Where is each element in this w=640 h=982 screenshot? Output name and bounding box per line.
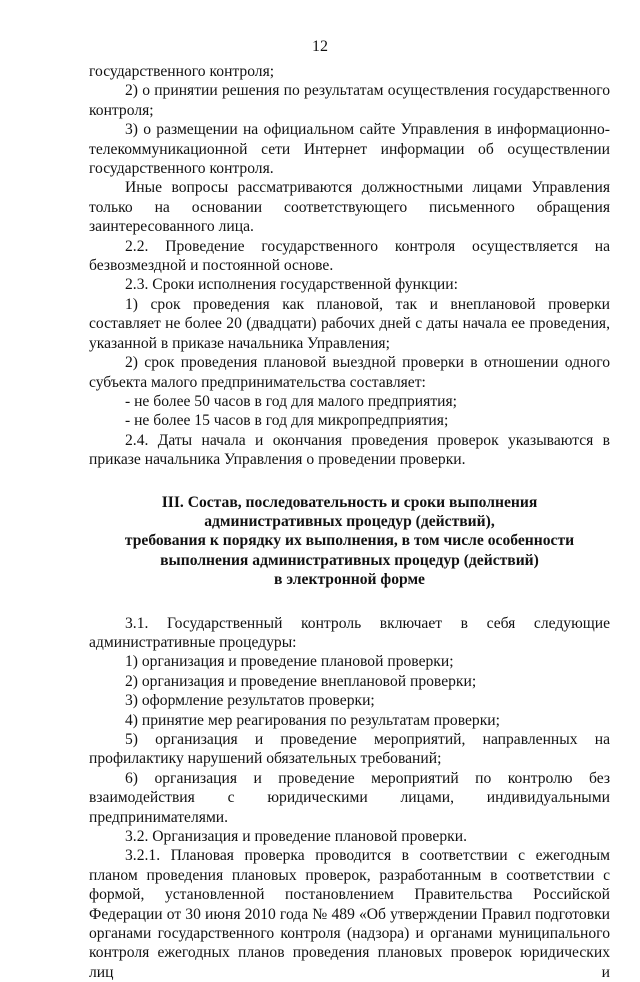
heading-line: выполнения административных процедур (действий) — [160, 551, 539, 569]
paragraph: 2) срок проведения плановой выездной проверки в отношении одного субъекта малого предпринимательства составляет: — [89, 354, 610, 391]
paragraph: государственного контроля; — [89, 63, 275, 80]
document-body — [89, 62, 610, 982]
paragraph: 3) о размещении на официальном сайте Управления в информационно-телекоммуникационной сети Интернет информации об осуществлении государственного контроля. — [89, 121, 610, 178]
page-number: 12 — [312, 38, 328, 55]
section-heading — [89, 493, 610, 590]
heading-line: административных процедур (действий), — [204, 512, 495, 530]
paragraph: 2.4. Даты начала и окончания проведения проверок указываются в приказе начальника Управления о проведении проверки. — [89, 431, 610, 469]
paragraph: 3.2.1. Плановая проверка проводится в соответствии с ежегодным планом проведения плановых проверок, разработанным в соответствии с формой, установленной постановлением Правительства Российской Федерации от 30 июня 2010 года № 489 «Об утверждении Правил подготовки органами государственного контроля (надзора) и органами муниципального контроля ежегодных планов проведения плановых проверок юридических лиц и — [89, 847, 610, 981]
paragraph: 2.2. Проведение государственного контроля осуществляется на безвозмездной и постоянной основе. — [89, 237, 610, 275]
heading-line: требования к порядку их выполнения, в том числе особенности — [124, 532, 575, 550]
paragraph: 2) о принятии решения по результатам осуществления государственного контроля; — [89, 82, 610, 119]
list-item: 2) организация и проведение внеплановой проверки; — [125, 672, 477, 690]
list-item: 3) оформление результатов проверки; — [125, 692, 375, 710]
paragraph: 2.3. Сроки исполнения государственной функции: — [125, 276, 458, 294]
heading-line: в электронной форме — [274, 571, 425, 589]
heading-line: III. Состав, последовательность и сроки выполнения — [161, 493, 538, 511]
paragraph: 1) срок проведения как плановой, так и внеплановой проверки составляет не более 20 (двадцати) рабочих дней с даты начала ее проведения, указанной в приказе начальника Управления; — [89, 295, 610, 352]
list-item: 5) организация и проведение мероприятий, направленных на профилактику нарушений обязательных требований; — [89, 731, 610, 768]
paragraph: 3.1. Государственный контроль включает в себя следующие административные процедуры: — [89, 614, 610, 651]
list-item: - не более 50 часов в год для малого предприятия; — [125, 392, 457, 410]
list-item: - не более 15 часов в год для микропредприятия; — [125, 412, 449, 430]
paragraph: Иные вопросы рассматриваются должностными лицами Управления только на основании соответствующего письменного обращения заинтересованного лица. — [89, 179, 610, 236]
list-item: 6) организация и проведение мероприятий по контролю без взаимодействия с юридическими лицами, индивидуальными предпринимателями. — [89, 769, 610, 826]
list-item: 1) организация и проведение плановой проверки; — [125, 653, 454, 671]
list-item: 4) принятие мер реагирования по результатам проверки; — [125, 711, 500, 729]
paragraph: 3.2. Организация и проведение плановой проверки. — [125, 828, 467, 846]
